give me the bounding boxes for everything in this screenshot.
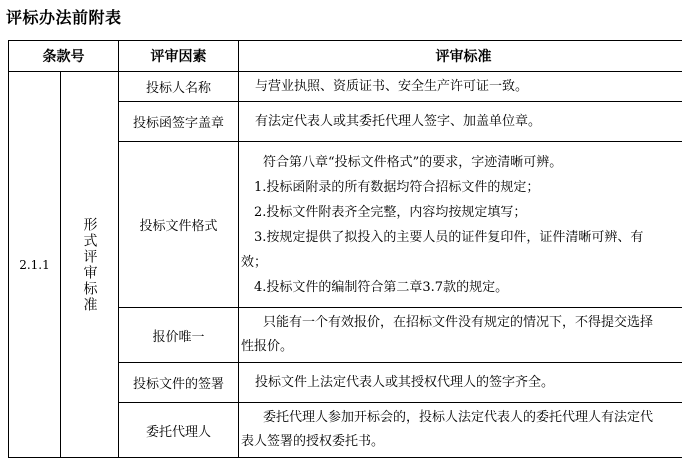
standard-cell [239,102,682,142]
header-factor: 评审因素 [119,41,239,72]
page-title: 评标办法前附表 [6,8,122,27]
standard-line: 4.投标文件的编制符合第二章3.7款的规定。 [254,279,509,295]
factor-cell: 委托代理人 [119,403,239,458]
category-cell [61,72,119,458]
factor-cell: 投标人名称 [119,72,239,102]
standard-line: 与营业执照、资质证书、安全生产许可证一致。 [255,78,529,94]
table-row [9,72,682,102]
header-clause: 条款号 [9,41,119,72]
category-label: 形式评审标准 [81,216,98,313]
standard-cell [239,308,682,363]
factor-cell: 投标文件格式 [119,142,239,308]
standard-cell [239,363,682,403]
standard-line: 效； [241,254,268,270]
standard-cell [239,403,682,458]
standard-line: 投标文件上法定代表人或其授权代理人的签字齐全。 [255,374,555,390]
standard-line: 符合第八章“投标文件格式”的要求，字迹清晰可辨。 [263,154,563,170]
factor-cell: 报价唯一 [119,308,239,363]
clause-number: 2.1.1 [9,72,61,458]
standard-cell [239,142,682,308]
standard-cell [239,72,682,102]
factor-cell: 投标文件的签署 [119,363,239,403]
standard-line: 表人签署的授权委托书。 [241,434,385,449]
standard-line: 2.投标文件附表齐全完整，内容均按规定填写； [254,204,527,220]
standard-line: 有法定代表人或其委托代理人签字、加盖单位章。 [255,113,542,129]
standard-line: 只能有一个有效报价，在招标文件没有规定的情况下，不得提交选择 [263,315,654,330]
evaluation-table [8,40,682,458]
factor-cell: 投标函签字盖章 [119,102,239,142]
standard-line: 委托代理人参加开标会的，投标人法定代表人的委托代理人有法定代 [263,410,654,425]
standard-line: 3.按规定提供了拟投入的主要人员的证件复印件，证件清晰可辨、有 [254,229,644,245]
header-standard: 评审标准 [239,41,682,72]
header-row [9,41,682,72]
standard-line: 1.投标函附录的所有数据均符合招标文件的规定； [254,179,540,195]
standard-line: 性报价。 [241,339,294,354]
